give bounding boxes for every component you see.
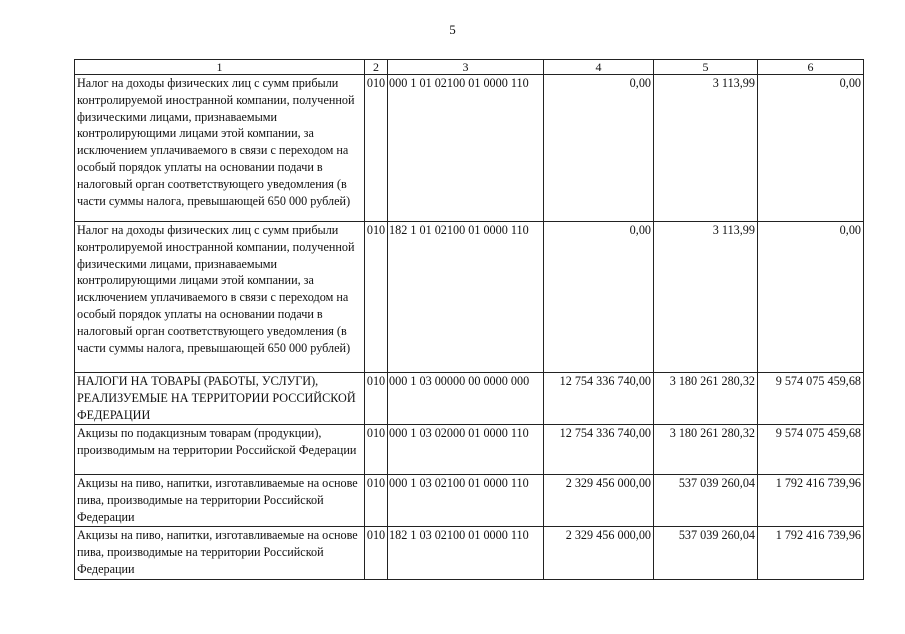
row-name-cell: Налог на доходы физических лиц с сумм прибыли контролируемой иностранной компании, полученной физическими лицами, признаваемыми контролирующими лицами этой компании, за исключением уплачиваемого в связи с переходом на особый порядок уплаты на основании подачи в налоговый орган соответствующего уведомления (в части суммы налога, превышающей 650 000 рублей) <box>75 222 365 373</box>
row-name-cell: Акцизы на пиво, напитки, изготавливаемые на основе пива, производимые на территории Российской Федерации <box>75 475 365 527</box>
kbk-code-cell: 000 1 01 02100 01 0000 110 <box>388 75 544 222</box>
page-number: 5 <box>449 22 456 37</box>
amount-col4-cell: 2 329 456 000,00 <box>544 475 654 527</box>
column-header-1: 1 <box>75 60 365 75</box>
table-header-row <box>75 60 864 75</box>
column-header-5: 5 <box>654 60 758 75</box>
column-header-6: 6 <box>758 60 864 75</box>
amount-col4-cell: 12 754 336 740,00 <box>544 425 654 475</box>
amount-col5-cell: 537 039 260,04 <box>654 527 758 580</box>
amount-col4-cell: 0,00 <box>544 222 654 373</box>
revenue-table <box>74 59 864 580</box>
amount-col5-cell: 3 113,99 <box>654 222 758 373</box>
amount-col6-cell: 9 574 075 459,68 <box>758 373 864 425</box>
amount-col6-cell: 1 792 416 739,96 <box>758 527 864 580</box>
amount-col4-cell: 0,00 <box>544 75 654 222</box>
amount-col5-cell: 537 039 260,04 <box>654 475 758 527</box>
amount-col4-cell: 12 754 336 740,00 <box>544 373 654 425</box>
kbk-code-cell: 000 1 03 02100 01 0000 110 <box>388 475 544 527</box>
kbk-code-cell: 000 1 03 00000 00 0000 000 <box>388 373 544 425</box>
amount-col6-cell: 0,00 <box>758 222 864 373</box>
row-code-cell: 010 <box>365 475 388 527</box>
row-code-cell: 010 <box>365 75 388 222</box>
row-name-cell: НАЛОГИ НА ТОВАРЫ (РАБОТЫ, УСЛУГИ), РЕАЛИЗУЕМЫЕ НА ТЕРРИТОРИИ РОССИЙСКОЙ ФЕДЕРАЦИИ <box>75 373 365 425</box>
amount-col4-cell: 2 329 456 000,00 <box>544 527 654 580</box>
amount-col6-cell: 1 792 416 739,96 <box>758 475 864 527</box>
row-name-cell: Акцизы по подакцизным товарам (продукции), производимым на территории Российской Федерации <box>75 425 365 475</box>
table-row <box>75 527 864 580</box>
amount-col6-cell: 9 574 075 459,68 <box>758 425 864 475</box>
kbk-code-cell: 182 1 03 02100 01 0000 110 <box>388 527 544 580</box>
row-code-cell: 010 <box>365 527 388 580</box>
kbk-code-cell: 000 1 03 02000 01 0000 110 <box>388 425 544 475</box>
table-row <box>75 475 864 527</box>
amount-col5-cell: 3 180 261 280,32 <box>654 373 758 425</box>
row-name-cell: Акцизы на пиво, напитки, изготавливаемые на основе пива, производимые на территории Российской Федерации <box>75 527 365 580</box>
table-row <box>75 222 864 373</box>
amount-col6-cell: 0,00 <box>758 75 864 222</box>
row-code-cell: 010 <box>365 373 388 425</box>
table-row <box>75 75 864 222</box>
amount-col5-cell: 3 113,99 <box>654 75 758 222</box>
table-row <box>75 425 864 475</box>
kbk-code-cell: 182 1 01 02100 01 0000 110 <box>388 222 544 373</box>
row-name-cell: Налог на доходы физических лиц с сумм прибыли контролируемой иностранной компании, полученной физическими лицами, признаваемыми контролирующими лицами этой компании, за исключением уплачиваемого в связи с переходом на особый порядок уплаты на основании подачи в налоговый орган соответствующего уведомления (в части суммы налога, превышающей 650 000 рублей) <box>75 75 365 222</box>
row-code-cell: 010 <box>365 425 388 475</box>
column-header-2: 2 <box>365 60 388 75</box>
column-header-4: 4 <box>544 60 654 75</box>
column-header-3: 3 <box>388 60 544 75</box>
amount-col5-cell: 3 180 261 280,32 <box>654 425 758 475</box>
table-row <box>75 373 864 425</box>
row-code-cell: 010 <box>365 222 388 373</box>
